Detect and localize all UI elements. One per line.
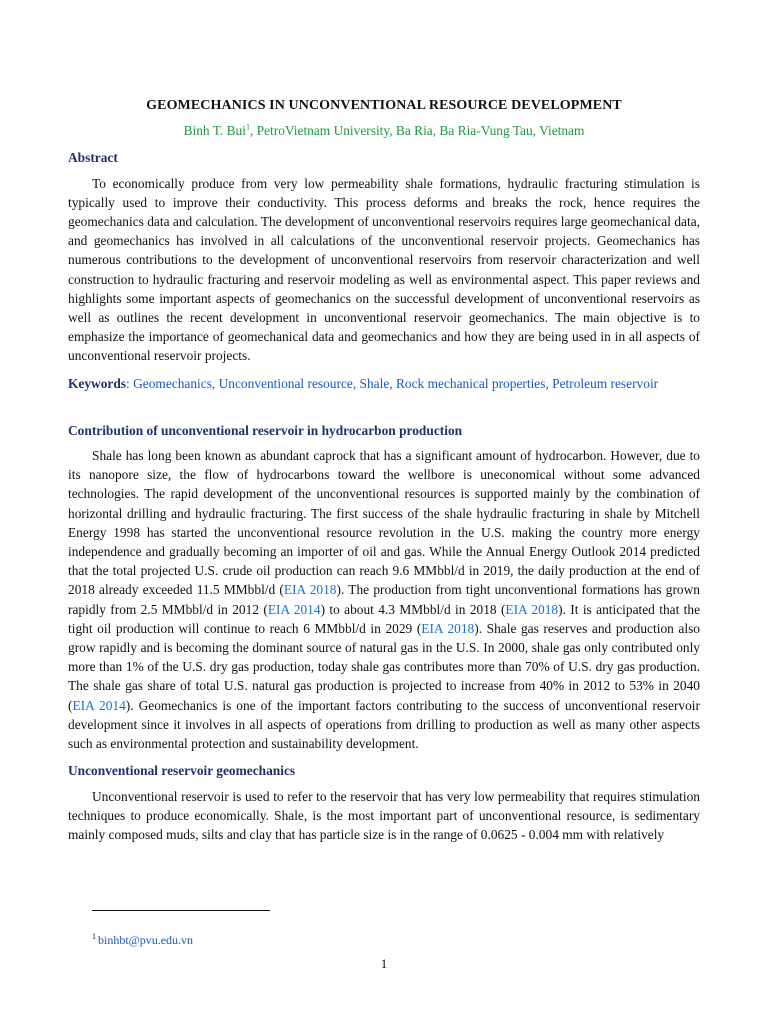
footnote-email-link[interactable]: binhbt@pvu.edu.vn bbox=[98, 933, 194, 947]
keywords-list: : Geomechanics, Unconventional resource, Shale, Rock mechanical properties, Petroleum reservoir bbox=[126, 375, 659, 391]
keywords-label: Keywords bbox=[68, 375, 127, 391]
abstract-heading: Abstract bbox=[68, 150, 118, 166]
paragraph-text: ). Geomechanics is one of the important factors contributing to the success of unconventional reservoir development since it involves in all aspects of operations from drilling to production as well as many other aspects such as environmental protection and sustainability development. bbox=[68, 697, 700, 752]
section-heading-geomechanics: Unconventional reservoir geomechanics bbox=[68, 763, 296, 779]
paragraph-text: ). It is anticipated that the tight oil production will continue to reach 6 MMbbl/d in 2029 ( bbox=[68, 601, 701, 636]
paragraph-text: ). The production from tight unconventional formations has grown rapidly from 2.5 MMbbl/d in 2012 ( bbox=[68, 582, 700, 617]
author-footnote-marker: 1 bbox=[245, 122, 250, 132]
footnote-divider bbox=[92, 910, 270, 911]
footnote bbox=[92, 932, 193, 948]
page-number: 1 bbox=[380, 956, 388, 971]
paragraph-text: ). Shale gas reserves and production also grow rapidly and is becoming the dominant source of natural gas in the U.S. In 2000, shale gas only contributed only more than 1% of the U.S. dry gas production, today shale gas contributes more than 70% of U.S. dry gas production. The shale gas share of total U.S. natural gas production is projected to increase from 40% in 2012 to 53% in 2040 ( bbox=[68, 620, 700, 713]
section-heading-contribution: Contribution of unconventional reservoir in hydrocarbon production bbox=[68, 422, 463, 438]
citation-link[interactable]: EIA 2014 bbox=[267, 601, 321, 617]
paper-title: GEOMECHANICS IN UNCONVENTIONAL RESOURCE DEVELOPMENT bbox=[146, 98, 622, 113]
page-content bbox=[68, 96, 700, 850]
paragraph-text: ) to about 4.3 MMbbl/d in 2018 ( bbox=[320, 601, 506, 617]
section-geomechanics-paragraph: Unconventional reservoir is used to refer to the reservoir that has very low permeability that requires stimulation techniques to produce economically. Shale, is the most important part of unconventional resource, is sedimentary mainly composed muds, silts and clay that has particle size is in the range of 0.0625 - 0.004 mm with relatively bbox=[68, 788, 700, 842]
citation-link[interactable]: EIA 2014 bbox=[72, 697, 126, 713]
keywords-line bbox=[68, 374, 700, 393]
citation-link[interactable]: EIA 2018 bbox=[505, 601, 559, 617]
author-name: Binh T. Bui bbox=[183, 123, 246, 139]
citation-link[interactable]: EIA 2018 bbox=[283, 582, 337, 598]
section-contribution-paragraph bbox=[68, 446, 700, 753]
author-affiliation: , PetroVietnam University, Ba Ria, Ba Ria-Vung Tau, Vietnam bbox=[249, 123, 585, 139]
footnote-marker: 1 bbox=[92, 932, 96, 941]
author-line bbox=[68, 121, 700, 140]
citation-link[interactable]: EIA 2018 bbox=[421, 620, 475, 636]
paragraph-text: Shale has long been known as abundant caprock that has a significant amount of hydrocarbon. However, due to its nanopore size, the flow of hydrocarbons toward the wellbore is uneconomical without some advanced technologies. The rapid development of the unconventional resources is supported mainly by the combination of horizontal drilling and hydraulic fracturing. The first success of the shale hydraulic fracturing in shale by Mitchell Energy 1998 has started the unconventional resource revolution in the U.S. making the country more energy independence and gradually becoming an importer of oil and gas. While the Annual Energy Outlook 2014 predicted that the total projected U.S. crude oil production can reach 9.6 MMbbl/d in 2019, the daily production at the end of 2018 already exceeded 11.5 MMbbl/d ( bbox=[68, 448, 700, 598]
abstract-text: To economically produce from very low permeability shale formations, hydraulic fracturing stimulation is typically used to improve their conductivity. This process deforms and breaks the rock, hence requires the geomechanics data and calculation. The development of unconventional reservoirs requires large geomechanical data, and geomechanics has involved in all calculations of the unconventional reservoir projects. Geomechanics has numerous contributions to the development of unconventional reservoirs from reservoir characterization and well construction to hydraulic fracturing and reservoir modeling as well as environmental aspect. This paper reviews and highlights some important aspects of geomechanics on the successful development of unconventional reservoirs as well as outlines the recent development in unconventional reservoir geomechanics. The main objective is to emphasize the importance of geomechanical data and geomechanics and how they are being used in in all aspects of unconventional reservoir projects. bbox=[68, 175, 700, 364]
